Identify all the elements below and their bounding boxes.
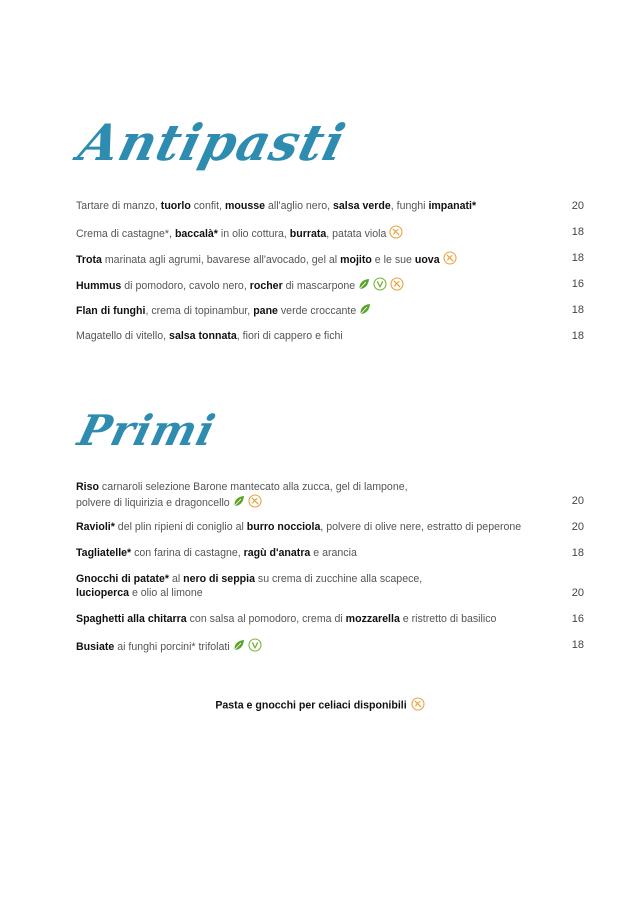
antipasti-list (76, 199, 586, 355)
highlighted-ingredient: nero di seppia (183, 573, 255, 585)
highlighted-ingredient: mozzarella (345, 613, 400, 625)
menu-item (76, 638, 586, 664)
menu-item-price: 20 (571, 495, 584, 507)
menu-item-description (76, 638, 556, 656)
description-text: marinata agli agrumi, bavarese all'avocado, gel al (101, 253, 341, 266)
vegan-icon (373, 277, 387, 295)
menu-item-description (76, 612, 556, 626)
highlighted-ingredient: burrata (289, 227, 327, 240)
menu-item-description (76, 572, 556, 600)
menu-item-description (76, 546, 556, 560)
description-text: e ristretto di basilico (399, 613, 497, 625)
description-text: di mascarpone (282, 279, 356, 292)
menu-item-price: 16 (571, 613, 584, 625)
menu-item-description (76, 225, 556, 243)
highlighted-ingredient: uova (414, 253, 440, 266)
description-line-2 (76, 494, 556, 512)
menu-item-price: 18 (571, 547, 584, 559)
menu-item-price: 20 (571, 587, 584, 599)
menu-item-price: 18 (571, 252, 584, 264)
menu-item-description (76, 480, 556, 512)
gluten-free-icon (411, 697, 425, 714)
description-text: Crema di castagne*, (76, 227, 175, 240)
description-text: su crema di zucchine alla scapece, (254, 573, 423, 585)
description-text: e le sue (371, 253, 415, 266)
description-text: e arancia (310, 547, 357, 559)
highlighted-ingredient: Riso (76, 481, 99, 493)
highlighted-ingredient: Ravioli* (76, 521, 115, 533)
highlighted-ingredient: Flan di funghi (76, 304, 146, 317)
menu-item (76, 520, 586, 546)
menu-item-description (76, 251, 556, 269)
description-text: ai funghi porcini* trifolati (114, 640, 230, 653)
description-text: , patata viola (326, 227, 387, 240)
menu-item-description (76, 520, 556, 534)
highlighted-ingredient: salsa tonnata (169, 330, 237, 342)
description-text: , funghi (390, 200, 429, 212)
menu-item (76, 612, 586, 638)
menu-item-description (76, 277, 556, 295)
highlighted-ingredient: lucioperca (76, 587, 129, 599)
description-text: , fiori di cappero e fichi (236, 330, 343, 342)
description-text: al (169, 573, 184, 585)
highlighted-ingredient: baccalà* (174, 227, 218, 240)
description-text: di pomodoro, cavolo nero, (121, 279, 250, 292)
highlighted-ingredient: rocher (249, 279, 283, 292)
menu-item-price: 18 (571, 226, 584, 238)
section-title-antipasti: Antipasti (73, 113, 352, 172)
description-text: all'aglio nero, (265, 200, 333, 212)
highlighted-ingredient: Spaghetti alla chitarra (76, 613, 187, 625)
celiac-note (0, 697, 640, 714)
vegan-icon (248, 638, 262, 656)
menu-item-price: 20 (571, 521, 584, 533)
description-text: , crema di topinambur, (145, 304, 254, 317)
highlighted-ingredient: ragù d'anatra (243, 547, 311, 559)
highlighted-ingredient: salsa verde (333, 200, 391, 212)
menu-item-description (76, 199, 556, 213)
menu-item (76, 225, 586, 251)
menu-item-price: 16 (571, 278, 584, 290)
description-text: , polvere di olive nere, estratto di peperone (320, 521, 522, 533)
menu-item (76, 251, 586, 277)
leaf-icon (233, 495, 245, 511)
description-text: con salsa al pomodoro, crema di (186, 613, 346, 625)
menu-item-description (76, 329, 556, 343)
menu-item (76, 572, 586, 612)
menu-item-price: 18 (571, 639, 584, 651)
description-text: verde croccante (277, 304, 357, 317)
menu-item (76, 546, 586, 572)
menu-item (76, 480, 586, 520)
leaf-icon (358, 278, 370, 294)
description-text: confit, (190, 200, 225, 212)
description-text: del plin ripieni di coniglio al (114, 521, 247, 533)
description-text: Magatello di vitello, (76, 330, 170, 342)
description-line-1 (76, 480, 556, 494)
highlighted-ingredient: impanati* (428, 200, 477, 212)
highlighted-ingredient: Trota (76, 253, 102, 266)
menu-item-description (76, 303, 556, 319)
gluten-free-icon (248, 494, 262, 512)
gluten-free-icon (389, 225, 403, 243)
menu-item-price: 18 (571, 304, 584, 316)
highlighted-ingredient: Busiate (76, 640, 115, 653)
description-line-1 (76, 572, 556, 586)
highlighted-ingredient: mojito (340, 253, 372, 266)
leaf-icon (233, 639, 245, 655)
celiac-note-text: Pasta e gnocchi per celiaci disponibili (215, 699, 407, 712)
gluten-free-icon (390, 277, 404, 295)
description-text: carnaroli selezione Barone mantecato alla zucca, gel di lampone, (98, 481, 408, 493)
highlighted-ingredient: mousse (224, 200, 266, 212)
menu-item (76, 303, 586, 329)
menu-item-price: 20 (571, 200, 584, 212)
primi-list (76, 480, 586, 664)
highlighted-ingredient: Tagliatelle* (76, 547, 132, 559)
highlighted-ingredient: Gnocchi di patate* (76, 573, 170, 585)
menu-item (76, 199, 586, 225)
menu-item (76, 277, 586, 303)
description-text: in olio cottura, (217, 227, 290, 240)
description-text: Tartare di manzo, (76, 200, 161, 212)
menu-item (76, 329, 586, 355)
leaf-icon (359, 303, 371, 319)
description-text: polvere di liquirizia e dragoncello (76, 496, 230, 509)
highlighted-ingredient: pane (253, 304, 278, 317)
description-line-2 (76, 586, 556, 600)
description-text: e olio al limone (129, 587, 203, 599)
section-title-primi: Primi (73, 406, 221, 455)
description-text: con farina di castagne, (131, 547, 244, 559)
menu-item-price: 18 (571, 330, 584, 342)
gluten-free-icon (443, 251, 457, 269)
highlighted-ingredient: burro nocciola (246, 521, 321, 533)
highlighted-ingredient: tuorlo (160, 200, 191, 212)
highlighted-ingredient: Hummus (76, 279, 122, 292)
